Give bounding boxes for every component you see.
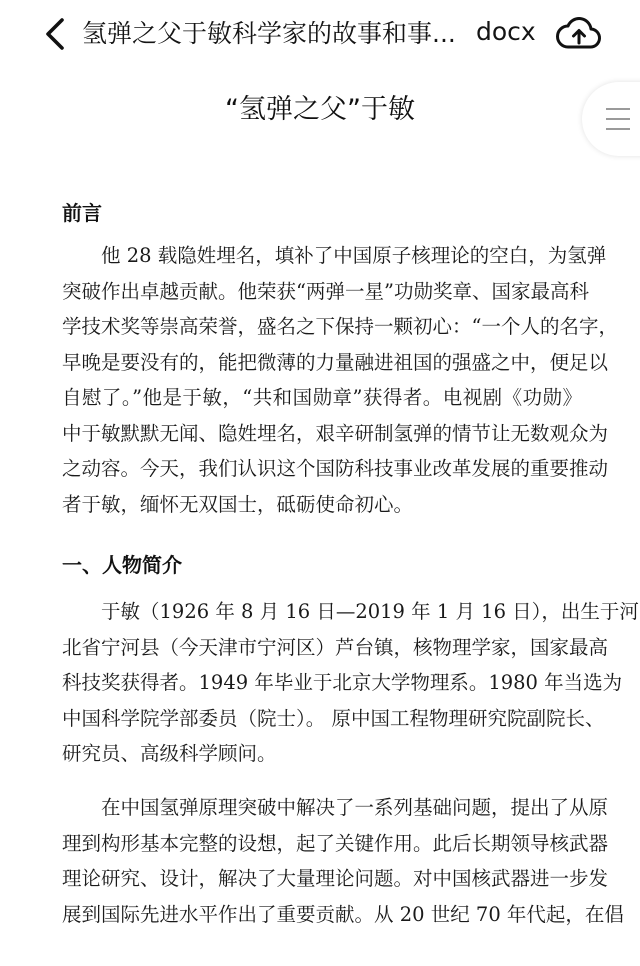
paragraph-line: 研究员、高级科学顾问。 [62, 742, 277, 765]
paragraph-line: 理论研究、设计，解决了大量理论问题。对中国核武器进一步发 [62, 867, 609, 890]
paragraph-line: 学技术奖等崇高荣誉，盛名之下保持一颗初心：“一个人的名字， [62, 315, 618, 338]
paragraph-line: 者于敏，缅怀无双国士，砥砺使命初心。 [62, 492, 414, 516]
paragraph-profile-2 [62, 790, 624, 932]
file-title: 氢弹之父于敏科学家的故事和事... [82, 19, 456, 48]
cloud-upload-icon [556, 14, 602, 54]
document-title: “氢弹之父”于敏 [225, 94, 415, 125]
paragraph-line: 之动容。今天，我们认识这个国防科技事业改革发展的重要推动 [62, 457, 609, 480]
paragraph-line: 理到构形基本完整的设想，起了关键作用。此后长期领导核武器 [62, 831, 609, 855]
paragraph-line: 中于敏默默无闻、隐姓埋名，艰辛研制氢弹的情节让无数观众为 [62, 421, 609, 445]
top-bar [0, 0, 640, 68]
paragraph-line: 突破作出卓越贡献。他荣获“两弹一星”功勋奖章、国家最高科 [62, 279, 589, 303]
chevron-left-icon [38, 14, 74, 54]
paragraph-line: 中国科学院学部委员（院士）。 原中国工程物理研究院副院长、 [62, 706, 605, 730]
paragraph-line: 于敏（1926 年 8 月 16 日—2019 年 1 月 16 日），出生于河 [101, 600, 639, 623]
paragraph-line: 自慰了。”他是于敏，“共和国勋章”获得者。电视剧《功勋》 [62, 386, 582, 409]
file-extension: docx [476, 17, 536, 46]
paragraph-line: 北省宁河县（今天津市宁河区）芦台镇，核物理学家，国家最高 [62, 635, 609, 659]
paragraph-line: 在中国氢弹原理突破中解决了一系列基础问题，提出了从原 [101, 796, 609, 819]
section-heading-profile: 一、人物简介 [62, 553, 182, 577]
paragraph-profile-1 [62, 594, 639, 772]
paragraph-line: 早晚是要没有的，能把微薄的力量融进祖国的强盛之中，便足以 [62, 350, 609, 374]
paragraph-line: 他 28 载隐姓埋名，填补了中国原子核理论的空白，为氢弹 [101, 244, 607, 267]
paragraph-line: 科技奖获得者。1949 年毕业于北京大学物理系。1980 年当选为 [62, 671, 623, 694]
section-heading-preface: 前言 [62, 201, 102, 225]
cloud-upload-button[interactable] [556, 14, 602, 54]
paragraph-line: 展到国际先进水平作出了重要贡献。从 20 世纪 70 年代起，在倡 [62, 902, 624, 926]
paragraph-preface [62, 238, 618, 522]
back-button[interactable] [38, 14, 74, 54]
